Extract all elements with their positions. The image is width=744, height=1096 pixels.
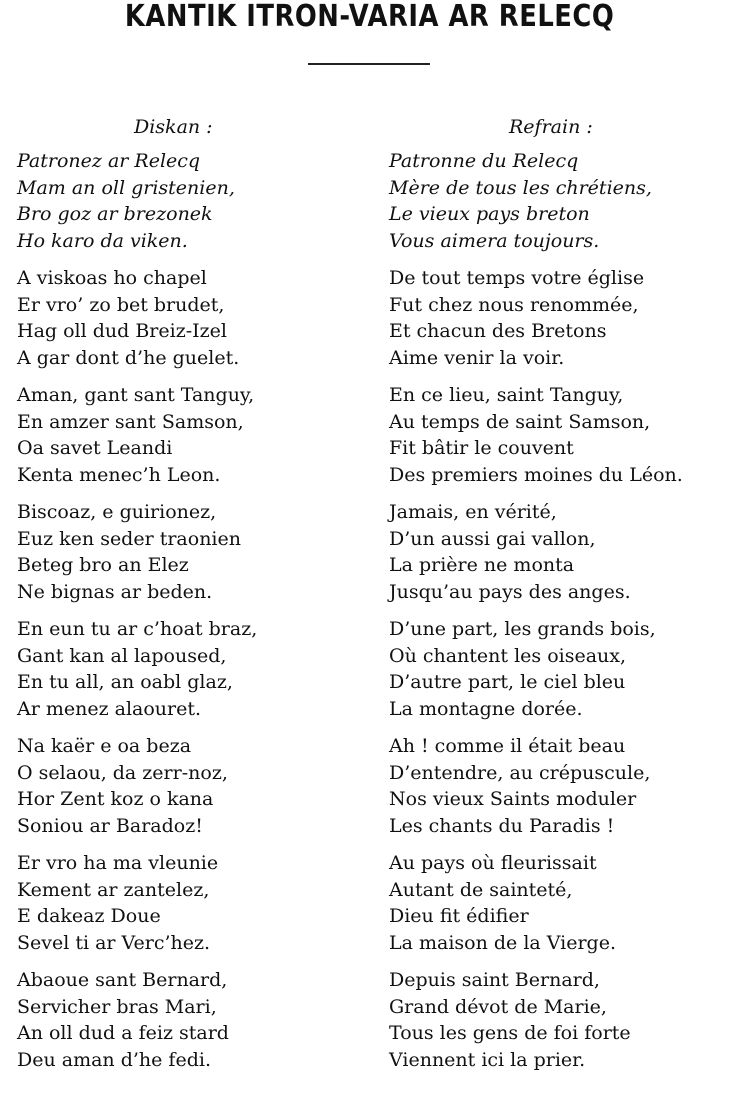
breton-line: Ne bignas ar beden. — [17, 580, 213, 603]
breton-line: Er vro’ zo bet brudet, — [17, 293, 225, 316]
french-line: Vous aimera toujours. — [389, 229, 600, 252]
breton-stanza — [17, 499, 362, 605]
french-stanzas — [389, 148, 739, 1073]
breton-line: Na kaër e oa beza — [17, 735, 192, 757]
french-stanza — [389, 382, 739, 488]
breton-stanza — [17, 733, 362, 839]
french-line: En ce lieu, saint Tanguy, — [389, 384, 624, 406]
french-line: D’un aussi gai vallon, — [389, 527, 596, 550]
french-line: Tous les gens de foi forte — [389, 1022, 631, 1044]
breton-line: Mam an oll gristenien, — [17, 176, 235, 199]
french-line: Mère de tous les chrétiens, — [389, 176, 652, 199]
french-line: D’autre part, le ciel bleu — [389, 671, 626, 693]
breton-stanza — [17, 616, 362, 722]
french-column — [389, 114, 739, 1084]
french-line: La maison de la Vierge. — [389, 931, 616, 954]
breton-line: Ar menez alaouret. — [17, 697, 202, 720]
french-line: Nos vieux Saints moduler — [389, 788, 637, 810]
french-line: Dieu fit édifier — [389, 905, 529, 927]
breton-line: Ho karo da viken. — [17, 229, 188, 252]
breton-stanza — [17, 265, 362, 371]
breton-line: O selaou, da zerr-noz, — [17, 761, 228, 784]
breton-line: Beteg bro an Elez — [17, 554, 189, 576]
breton-line: Servicher bras Mari, — [17, 995, 217, 1018]
french-line: De tout temps votre église — [389, 267, 645, 289]
breton-stanza — [17, 850, 362, 956]
french-line: Viennent ici la prier. — [389, 1048, 586, 1071]
french-stanza — [389, 733, 739, 839]
french-heading: Refrain : — [509, 116, 593, 138]
breton-line: Er vro ha ma vleunie — [17, 852, 219, 874]
french-line: Aime venir la voir. — [389, 346, 565, 369]
french-stanza — [389, 967, 739, 1073]
breton-column — [17, 114, 362, 1084]
breton-stanza — [17, 382, 362, 488]
french-line: Grand dévot de Marie, — [389, 995, 607, 1018]
french-stanza — [389, 499, 739, 605]
breton-line: Oa savet Leandi — [17, 437, 173, 459]
french-line: La prière ne monta — [389, 554, 575, 576]
french-stanza — [389, 850, 739, 956]
french-line: Des premiers moines du Léon. — [389, 463, 683, 486]
breton-line: Patronez ar Relecq — [17, 150, 201, 172]
title-rule — [308, 63, 430, 65]
breton-line: Biscoaz, e guirionez, — [17, 501, 217, 523]
breton-stanza — [17, 148, 362, 254]
french-line: Au pays où fleurissait — [389, 852, 597, 874]
french-stanza — [389, 616, 739, 722]
breton-line: Kenta menec’h Leon. — [17, 463, 221, 486]
breton-line: E dakeaz Doue — [17, 905, 161, 927]
french-line: Depuis saint Bernard, — [389, 969, 600, 991]
french-line: Ah ! comme il était beau — [389, 735, 626, 757]
breton-line: An oll dud a feiz stard — [17, 1022, 229, 1044]
french-line: Jusqu’au pays des anges. — [389, 580, 631, 603]
french-line: Fut chez nous renommée, — [389, 293, 639, 316]
breton-line: Kement ar zantelez, — [17, 878, 210, 901]
french-line: D’entendre, au crépuscule, — [389, 761, 651, 784]
french-line: Autant de sainteté, — [389, 878, 573, 901]
french-line: Jamais, en vérité, — [389, 501, 557, 523]
page-title: KANTIK ITRON-VARIA AR RELECQ — [124, 0, 615, 34]
breton-line: En eun tu ar c’hoat braz, — [17, 618, 258, 640]
french-stanza — [389, 148, 739, 254]
french-line: Le vieux pays breton — [389, 203, 590, 225]
breton-line: Bro goz ar brezonek — [17, 203, 213, 225]
breton-line: Hag oll dud Breiz-Izel — [17, 320, 227, 342]
breton-line: A viskoas ho chapel — [17, 267, 207, 289]
breton-line: A gar dont d’he guelet. — [17, 346, 240, 369]
breton-line: Aman, gant sant Tanguy, — [17, 384, 255, 406]
breton-line: En amzer sant Samson, — [17, 410, 244, 433]
breton-line: Soniou ar Baradoz! — [17, 814, 203, 837]
breton-line: En tu all, an oabl glaz, — [17, 671, 233, 693]
french-line: La montagne dorée. — [389, 697, 583, 720]
breton-stanzas — [17, 148, 362, 1073]
breton-heading: Diskan : — [134, 116, 213, 138]
french-line: Patronne du Relecq — [389, 150, 579, 172]
french-stanza — [389, 265, 739, 371]
french-line: D’une part, les grands bois, — [389, 618, 656, 640]
breton-line: Sevel ti ar Verc’hez. — [17, 931, 211, 954]
french-line: Fit bâtir le couvent — [389, 437, 574, 459]
french-line: Et chacun des Bretons — [389, 320, 607, 342]
breton-line: Abaoue sant Bernard, — [17, 969, 228, 991]
breton-line: Euz ken seder traonien — [17, 527, 241, 550]
breton-line: Gant kan al lapoused, — [17, 644, 227, 667]
french-line: Au temps de saint Samson, — [389, 410, 651, 433]
french-line: Les chants du Paradis ! — [389, 814, 615, 837]
breton-stanza — [17, 967, 362, 1073]
breton-line: Hor Zent koz o kana — [17, 788, 214, 810]
french-line: Où chantent les oiseaux, — [389, 644, 627, 667]
breton-line: Deu aman d’he fedi. — [17, 1048, 211, 1071]
